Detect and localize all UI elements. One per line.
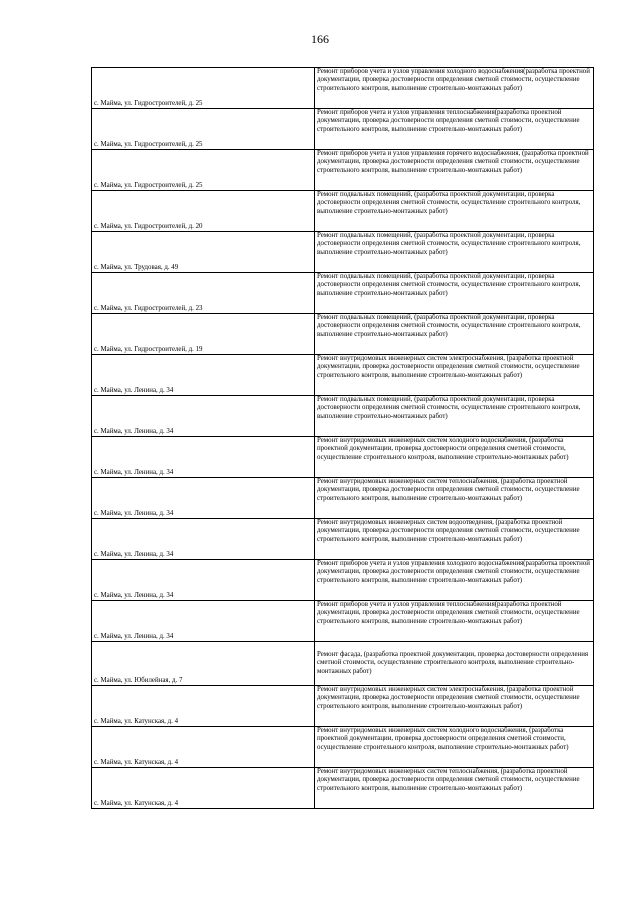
address-cell: с. Майма, ул. Ленина, д. 34 [92, 396, 315, 437]
address-cell: с. Майма, ул. Гидростроителей, д. 25 [92, 150, 315, 191]
table-row [92, 355, 594, 396]
work-description-cell: Ремонт подвальных помещений, (разработка проектной документации, проверка достоверности определения сметной стоимости, осуществление строительного контроля, выполнение строительно-монтажных работ) [315, 191, 594, 232]
work-description-cell: Ремонт приборов учета и узлов управления холодного водоснабжения(разработка проектной документации, проверка достоверности определения сметной стоимости, осуществление строительного контроля, выполнение строительно-монтажных работ) [315, 560, 594, 601]
table-row [92, 686, 594, 727]
work-description-cell: Ремонт внутридомовых инженерных систем водоотведения, (разработка проектной документации, проверка достоверности определения сметной стоимости, осуществление строительного контроля, выполнение строительно-монтажных работ) [315, 519, 594, 560]
work-description-cell: Ремонт подвальных помещений, (разработка проектной документации, проверка достоверности определения сметной стоимости, осуществление строительного контроля, выполнение строительно-монтажных работ) [315, 232, 594, 273]
work-description-cell: Ремонт внутридомовых инженерных систем электроснабжения, (разработка проектной документации, проверка достоверности определения сметной стоимости, осуществление строительного контроля, выполнение строительно-монтажных работ) [315, 355, 594, 396]
address-cell: с. Майма, ул. Катунская, д. 4 [92, 768, 315, 809]
table-row [92, 727, 594, 768]
address-cell: с. Майма, ул. Юбилейная, д. 7 [92, 642, 315, 686]
address-cell: с. Майма, ул. Гидростроителей, д. 23 [92, 273, 315, 314]
address-cell: с. Майма, ул. Гидростроителей, д. 20 [92, 191, 315, 232]
address-cell: с. Майма, ул. Катунская, д. 4 [92, 686, 315, 727]
address-cell: с. Майма, ул. Ленина, д. 34 [92, 478, 315, 519]
work-description-cell: Ремонт приборов учета и узлов управления теплоснабжения(разработка проектной документации, проверка достоверности определения сметной стоимости, осуществление строительного контроля, выполнение строительно-монтажных работ) [315, 601, 594, 642]
address-cell: с. Майма, ул. Трудовая, д. 49 [92, 232, 315, 273]
address-cell: с. Майма, ул. Гидростроителей, д. 25 [92, 109, 315, 150]
address-cell: с. Майма, ул. Ленина, д. 34 [92, 601, 315, 642]
work-description-cell: Ремонт фасада, (разработка проектной документации, проверка достоверности определения сметной стоимости, осуществление строительного контроля, выполнение строительно-монтажных работ) [315, 642, 594, 686]
address-cell: с. Майма, ул. Ленина, д. 34 [92, 355, 315, 396]
address-cell: с. Майма, ул. Катунская, д. 4 [92, 727, 315, 768]
table-row [92, 478, 594, 519]
table-row [92, 191, 594, 232]
work-description-cell: Ремонт приборов учета и узлов управления теплоснабжения(разработка проектной документации, проверка достоверности определения сметной стоимости, осуществление строительного контроля, выполнение строительно-монтажных работ) [315, 109, 594, 150]
address-cell: с. Майма, ул. Ленина, д. 34 [92, 519, 315, 560]
address-cell: с. Майма, ул. Ленина, д. 34 [92, 560, 315, 601]
table-row [92, 232, 594, 273]
work-description-cell: Ремонт подвальных помещений, (разработка проектной документации, проверка достоверности определения сметной стоимости, осуществление строительного контроля, выполнение строительно-монтажных работ) [315, 396, 594, 437]
table-row [92, 768, 594, 809]
table-row [92, 437, 594, 478]
table-row [92, 560, 594, 601]
table-row [92, 519, 594, 560]
work-description-cell: Ремонт внутридомовых инженерных систем теплоснабжения, (разработка проектной документации, проверка достоверности определения сметной стоимости, осуществление строительного контроля, выполнение строительно-монтажных работ) [315, 768, 594, 809]
work-description-cell: Ремонт подвальных помещений, (разработка проектной документации, проверка достоверности определения сметной стоимости, осуществление строительного контроля, выполнение строительно-монтажных работ) [315, 273, 594, 314]
works-table [91, 67, 594, 809]
address-cell: с. Майма, ул. Ленина, д. 34 [92, 437, 315, 478]
work-description-cell: Ремонт подвальных помещений, (разработка проектной документации, проверка достоверности определения сметной стоимости, осуществление строительного контроля, выполнение строительно-монтажных работ) [315, 314, 594, 355]
table-row [92, 642, 594, 686]
work-description-cell: Ремонт приборов учета и узлов управления горячего водоснабжения, (разработка проектной документации, проверка достоверности определения сметной стоимости, осуществление строительного контроля, выполнение строительно-монтажных работ) [315, 150, 594, 191]
table-row [92, 601, 594, 642]
table-row [92, 396, 594, 437]
table-row [92, 314, 594, 355]
table-row [92, 150, 594, 191]
work-description-cell: Ремонт внутридомовых инженерных систем холодного водоснабжения, (разработка проектной документации, проверка достоверности определения сметной стоимости, осуществление строительного контроля, выполнение строительно-монтажных работ) [315, 437, 594, 478]
work-description-cell: Ремонт внутридомовых инженерных систем холодного водоснабжения, (разработка проектной документации, проверка достоверности определения сметной стоимости, осуществление строительного контроля, выполнение строительно-монтажных работ) [315, 727, 594, 768]
address-cell: с. Майма, ул. Гидростроителей, д. 25 [92, 68, 315, 109]
page-number: 166 [311, 32, 329, 46]
work-description-cell: Ремонт внутридомовых инженерных систем электроснабжения, (разработка проектной документации, проверка достоверности определения сметной стоимости, осуществление строительного контроля, выполнение строительно-монтажных работ) [315, 686, 594, 727]
table-row [92, 273, 594, 314]
address-cell: с. Майма, ул. Гидростроителей, д. 19 [92, 314, 315, 355]
work-description-cell: Ремонт внутридомовых инженерных систем теплоснабжения, (разработка проектной документации, проверка достоверности определения сметной стоимости, осуществление строительного контроля, выполнение строительно-монтажных работ) [315, 478, 594, 519]
table-row [92, 109, 594, 150]
table-row [92, 68, 594, 109]
work-description-cell: Ремонт приборов учета и узлов управления холодного водоснабжения(разработка проектной документации, проверка достоверности определения сметной стоимости, осуществление строительного контроля, выполнение строительно-монтажных работ) [315, 68, 594, 109]
